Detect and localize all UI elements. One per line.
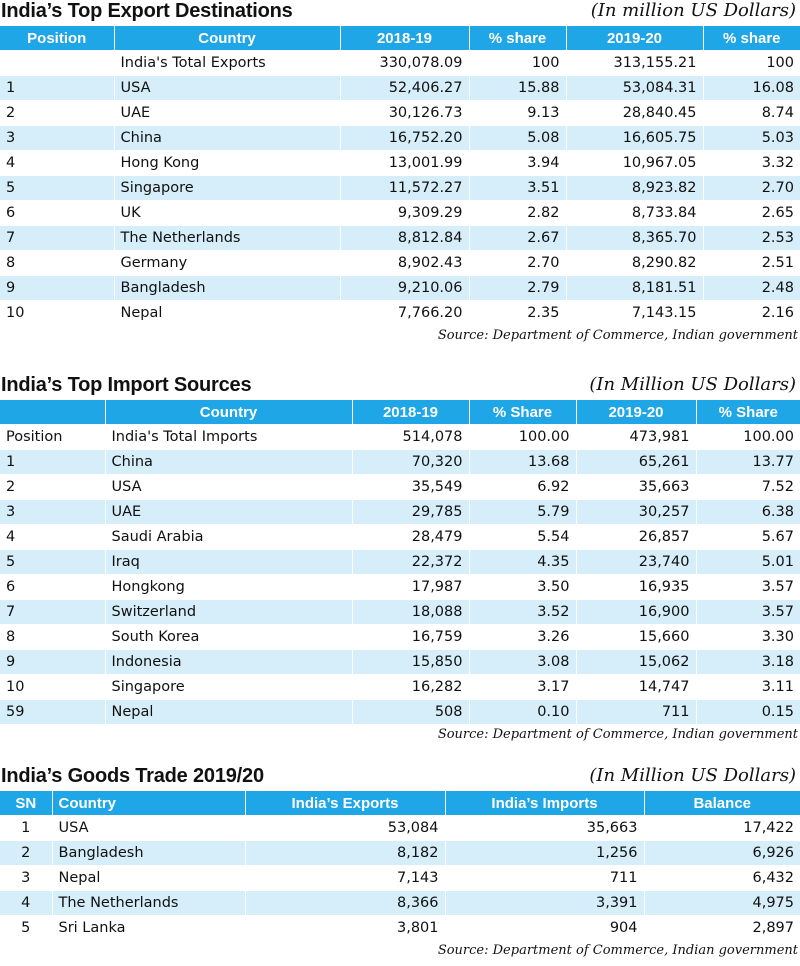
trade-cell-imports: 35,663 — [445, 816, 644, 841]
imports-cell-country: UAE — [105, 500, 352, 525]
exports-header-share-2019: % share — [703, 26, 800, 51]
exports-cell-2018-19: 11,572.27 — [340, 176, 469, 201]
trade-section — [0, 765, 800, 962]
imports-unit: (In Million US Dollars) — [589, 374, 796, 395]
exports-cell-share-2018: 2.70 — [469, 251, 566, 276]
exports-table-row — [0, 151, 800, 176]
imports-header-2019-20: 2019-20 — [576, 400, 696, 425]
imports-header-blank — [0, 400, 105, 425]
imports-cell-2019-20: 26,857 — [576, 525, 696, 550]
exports-cell-2019-20: 313,155.21 — [566, 51, 703, 76]
exports-cell-2018-19: 9,309.29 — [340, 201, 469, 226]
trade-cell-sn: 2 — [0, 841, 52, 866]
trade-cell-sn: 3 — [0, 866, 52, 891]
exports-cell-2018-19: 30,126.73 — [340, 101, 469, 126]
imports-cell-position: 6 — [0, 575, 105, 600]
imports-cell-2019-20: 16,935 — [576, 575, 696, 600]
imports-table-row — [0, 425, 800, 450]
imports-cell-share-2019: 100.00 — [696, 425, 800, 450]
trade-cell-country: USA — [52, 816, 245, 841]
imports-table-row — [0, 650, 800, 675]
trade-table — [0, 791, 800, 940]
exports-cell-2019-20: 8,733.84 — [566, 201, 703, 226]
imports-cell-2018-19: 16,759 — [352, 625, 469, 650]
imports-cell-position: 59 — [0, 700, 105, 725]
exports-cell-country: The Netherlands — [114, 226, 340, 251]
imports-cell-2018-19: 35,549 — [352, 475, 469, 500]
trade-cell-imports: 904 — [445, 916, 644, 941]
imports-cell-country: Singapore — [105, 675, 352, 700]
imports-cell-share-2019: 3.57 — [696, 575, 800, 600]
trade-cell-country: The Netherlands — [52, 891, 245, 916]
exports-cell-2019-20: 7,143.15 — [566, 301, 703, 326]
imports-cell-2019-20: 15,660 — [576, 625, 696, 650]
imports-cell-country: Iraq — [105, 550, 352, 575]
imports-cell-position: 2 — [0, 475, 105, 500]
imports-table-row — [0, 575, 800, 600]
exports-header-2019-20: 2019-20 — [566, 26, 703, 51]
imports-cell-2019-20: 35,663 — [576, 475, 696, 500]
imports-table-row — [0, 475, 800, 500]
imports-cell-2019-20: 473,981 — [576, 425, 696, 450]
exports-cell-share-2019: 2.51 — [703, 251, 800, 276]
exports-cell-country: Bangladesh — [114, 276, 340, 301]
exports-cell-position: 10 — [0, 301, 114, 326]
trade-source: Source: Department of Commerce, Indian government — [437, 943, 798, 958]
imports-cell-2018-19: 17,987 — [352, 575, 469, 600]
exports-cell-share-2019: 2.48 — [703, 276, 800, 301]
trade-title: India’s Goods Trade 2019/20 — [1, 765, 264, 787]
imports-cell-share-2018: 0.10 — [469, 700, 576, 725]
exports-cell-country: Singapore — [114, 176, 340, 201]
imports-cell-position: 5 — [0, 550, 105, 575]
imports-cell-share-2019: 5.01 — [696, 550, 800, 575]
trade-cell-balance: 17,422 — [644, 816, 800, 841]
exports-cell-share-2018: 3.94 — [469, 151, 566, 176]
exports-cell-2019-20: 8,923.82 — [566, 176, 703, 201]
exports-cell-share-2019: 100 — [703, 51, 800, 76]
exports-cell-position: 1 — [0, 76, 114, 101]
exports-cell-share-2019: 8.74 — [703, 101, 800, 126]
exports-cell-share-2019: 2.70 — [703, 176, 800, 201]
imports-cell-share-2019: 3.11 — [696, 675, 800, 700]
imports-cell-share-2018: 3.52 — [469, 600, 576, 625]
imports-cell-share-2019: 5.67 — [696, 525, 800, 550]
exports-cell-country: UK — [114, 201, 340, 226]
trade-cell-imports: 3,391 — [445, 891, 644, 916]
trade-cell-exports: 8,366 — [245, 891, 445, 916]
imports-cell-share-2018: 3.08 — [469, 650, 576, 675]
imports-header-country: Country — [105, 400, 352, 425]
imports-cell-2019-20: 16,900 — [576, 600, 696, 625]
trade-header-row — [0, 791, 800, 816]
imports-header-share-2019: % Share — [696, 400, 800, 425]
exports-cell-share-2019: 2.16 — [703, 301, 800, 326]
imports-cell-position: 9 — [0, 650, 105, 675]
exports-cell-2018-19: 8,902.43 — [340, 251, 469, 276]
trade-cell-exports: 53,084 — [245, 816, 445, 841]
imports-header-row — [0, 400, 800, 425]
exports-cell-share-2019: 5.03 — [703, 126, 800, 151]
trade-table-row — [0, 816, 800, 841]
imports-table-row — [0, 525, 800, 550]
exports-cell-2019-20: 10,967.05 — [566, 151, 703, 176]
exports-cell-2019-20: 8,181.51 — [566, 276, 703, 301]
exports-cell-2019-20: 8,365.70 — [566, 226, 703, 251]
exports-cell-country: India's Total Exports — [114, 51, 340, 76]
exports-unit: (In million US Dollars) — [590, 0, 796, 21]
trade-cell-balance: 4,975 — [644, 891, 800, 916]
imports-header-share-2018: % Share — [469, 400, 576, 425]
exports-cell-country: China — [114, 126, 340, 151]
imports-cell-country: Hongkong — [105, 575, 352, 600]
imports-cell-country: Nepal — [105, 700, 352, 725]
exports-cell-share-2019: 3.32 — [703, 151, 800, 176]
exports-cell-position: 2 — [0, 101, 114, 126]
exports-cell-country: Nepal — [114, 301, 340, 326]
trade-header-imports: India’s Imports — [445, 791, 644, 816]
exports-cell-position: 9 — [0, 276, 114, 301]
exports-table-row — [0, 126, 800, 151]
imports-cell-2018-19: 15,850 — [352, 650, 469, 675]
trade-header-sn: SN — [0, 791, 52, 816]
imports-table-row — [0, 700, 800, 725]
exports-cell-2018-19: 8,812.84 — [340, 226, 469, 251]
trade-table-row — [0, 841, 800, 866]
exports-cell-position: 8 — [0, 251, 114, 276]
imports-cell-country: Switzerland — [105, 600, 352, 625]
imports-cell-share-2018: 3.17 — [469, 675, 576, 700]
exports-table-row — [0, 51, 800, 76]
trade-cell-sn: 1 — [0, 816, 52, 841]
imports-table-row — [0, 625, 800, 650]
imports-cell-2019-20: 15,062 — [576, 650, 696, 675]
trade-cell-exports: 3,801 — [245, 916, 445, 941]
imports-table-row — [0, 675, 800, 700]
trade-cell-country: Sri Lanka — [52, 916, 245, 941]
imports-cell-share-2019: 3.30 — [696, 625, 800, 650]
imports-cell-share-2018: 100.00 — [469, 425, 576, 450]
exports-cell-share-2018: 2.35 — [469, 301, 566, 326]
imports-cell-share-2019: 6.38 — [696, 500, 800, 525]
exports-cell-2018-19: 16,752.20 — [340, 126, 469, 151]
imports-cell-country: South Korea — [105, 625, 352, 650]
imports-cell-2018-19: 18,088 — [352, 600, 469, 625]
trade-cell-balance: 6,926 — [644, 841, 800, 866]
trade-table-row — [0, 916, 800, 941]
exports-table — [0, 26, 800, 325]
imports-cell-2019-20: 23,740 — [576, 550, 696, 575]
exports-cell-position: 7 — [0, 226, 114, 251]
trade-table-body — [0, 816, 800, 941]
imports-table — [0, 400, 800, 724]
exports-cell-share-2018: 2.67 — [469, 226, 566, 251]
exports-cell-share-2018: 2.79 — [469, 276, 566, 301]
exports-cell-position: 4 — [0, 151, 114, 176]
imports-cell-share-2019: 3.57 — [696, 600, 800, 625]
exports-cell-position — [0, 51, 114, 76]
trade-unit: (In Million US Dollars) — [589, 765, 796, 786]
exports-section — [0, 0, 800, 347]
trade-cell-balance: 2,897 — [644, 916, 800, 941]
imports-cell-position: 3 — [0, 500, 105, 525]
imports-section — [0, 374, 800, 746]
exports-header-position: Position — [0, 26, 114, 51]
exports-table-row — [0, 226, 800, 251]
trade-cell-exports: 8,182 — [245, 841, 445, 866]
exports-cell-share-2018: 9.13 — [469, 101, 566, 126]
imports-cell-2018-19: 70,320 — [352, 450, 469, 475]
exports-table-row — [0, 101, 800, 126]
exports-cell-share-2018: 100 — [469, 51, 566, 76]
imports-cell-position: Position — [0, 425, 105, 450]
exports-cell-share-2018: 3.51 — [469, 176, 566, 201]
exports-table-row — [0, 301, 800, 326]
imports-table-row — [0, 550, 800, 575]
exports-table-body — [0, 51, 800, 326]
exports-cell-2018-19: 330,078.09 — [340, 51, 469, 76]
imports-cell-share-2018: 4.35 — [469, 550, 576, 575]
imports-cell-share-2019: 3.18 — [696, 650, 800, 675]
imports-cell-2018-19: 29,785 — [352, 500, 469, 525]
trade-cell-country: Bangladesh — [52, 841, 245, 866]
imports-cell-share-2018: 6.92 — [469, 475, 576, 500]
exports-table-row — [0, 176, 800, 201]
imports-cell-2018-19: 22,372 — [352, 550, 469, 575]
exports-cell-country: UAE — [114, 101, 340, 126]
trade-table-row — [0, 891, 800, 916]
imports-cell-2018-19: 508 — [352, 700, 469, 725]
exports-table-row — [0, 276, 800, 301]
imports-cell-2018-19: 514,078 — [352, 425, 469, 450]
exports-table-row — [0, 76, 800, 101]
exports-cell-2018-19: 52,406.27 — [340, 76, 469, 101]
imports-cell-2019-20: 14,747 — [576, 675, 696, 700]
imports-cell-country: Indonesia — [105, 650, 352, 675]
trade-header-exports: India’s Exports — [245, 791, 445, 816]
exports-cell-country: Germany — [114, 251, 340, 276]
exports-cell-share-2019: 2.65 — [703, 201, 800, 226]
exports-cell-2019-20: 53,084.31 — [566, 76, 703, 101]
exports-cell-2018-19: 13,001.99 — [340, 151, 469, 176]
exports-table-row — [0, 201, 800, 226]
imports-cell-position: 10 — [0, 675, 105, 700]
imports-cell-2019-20: 711 — [576, 700, 696, 725]
trade-cell-exports: 7,143 — [245, 866, 445, 891]
imports-cell-2019-20: 65,261 — [576, 450, 696, 475]
exports-title: India’s Top Export Destinations — [1, 0, 293, 22]
imports-table-row — [0, 450, 800, 475]
exports-table-row — [0, 251, 800, 276]
exports-cell-2019-20: 28,840.45 — [566, 101, 703, 126]
exports-header-country: Country — [114, 26, 340, 51]
exports-header-share-2018: % share — [469, 26, 566, 51]
exports-cell-country: Hong Kong — [114, 151, 340, 176]
exports-cell-share-2019: 2.53 — [703, 226, 800, 251]
exports-cell-2019-20: 16,605.75 — [566, 126, 703, 151]
exports-cell-share-2018: 2.82 — [469, 201, 566, 226]
trade-cell-sn: 4 — [0, 891, 52, 916]
trade-cell-country: Nepal — [52, 866, 245, 891]
trade-cell-balance: 6,432 — [644, 866, 800, 891]
imports-table-body — [0, 425, 800, 725]
imports-cell-country: Saudi Arabia — [105, 525, 352, 550]
trade-cell-imports: 711 — [445, 866, 644, 891]
imports-table-row — [0, 500, 800, 525]
exports-source: Source: Department of Commerce, Indian government — [437, 328, 798, 343]
exports-header-2018-19: 2018-19 — [340, 26, 469, 51]
trade-table-row — [0, 866, 800, 891]
exports-cell-2019-20: 8,290.82 — [566, 251, 703, 276]
imports-cell-country: India's Total Imports — [105, 425, 352, 450]
imports-cell-2018-19: 16,282 — [352, 675, 469, 700]
imports-cell-share-2018: 3.50 — [469, 575, 576, 600]
imports-cell-position: 1 — [0, 450, 105, 475]
imports-cell-2018-19: 28,479 — [352, 525, 469, 550]
imports-cell-position: 8 — [0, 625, 105, 650]
imports-cell-share-2019: 7.52 — [696, 475, 800, 500]
imports-cell-2019-20: 30,257 — [576, 500, 696, 525]
imports-cell-country: China — [105, 450, 352, 475]
exports-cell-share-2018: 5.08 — [469, 126, 566, 151]
imports-table-row — [0, 600, 800, 625]
imports-header-2018-19: 2018-19 — [352, 400, 469, 425]
exports-cell-country: USA — [114, 76, 340, 101]
exports-cell-position: 6 — [0, 201, 114, 226]
exports-cell-share-2019: 16.08 — [703, 76, 800, 101]
exports-cell-position: 3 — [0, 126, 114, 151]
exports-cell-position: 5 — [0, 176, 114, 201]
trade-header-balance: Balance — [644, 791, 800, 816]
trade-cell-imports: 1,256 — [445, 841, 644, 866]
imports-cell-share-2019: 0.15 — [696, 700, 800, 725]
exports-cell-2018-19: 7,766.20 — [340, 301, 469, 326]
imports-cell-share-2018: 5.54 — [469, 525, 576, 550]
trade-header-country: Country — [52, 791, 245, 816]
imports-title: India’s Top Import Sources — [1, 374, 252, 396]
imports-cell-share-2018: 13.68 — [469, 450, 576, 475]
imports-cell-country: USA — [105, 475, 352, 500]
imports-source: Source: Department of Commerce, Indian government — [437, 727, 798, 742]
exports-cell-2018-19: 9,210.06 — [340, 276, 469, 301]
imports-cell-share-2019: 13.77 — [696, 450, 800, 475]
imports-cell-position: 4 — [0, 525, 105, 550]
trade-cell-sn: 5 — [0, 916, 52, 941]
imports-cell-share-2018: 3.26 — [469, 625, 576, 650]
imports-cell-position: 7 — [0, 600, 105, 625]
imports-cell-share-2018: 5.79 — [469, 500, 576, 525]
exports-cell-share-2018: 15.88 — [469, 76, 566, 101]
exports-header-row — [0, 26, 800, 51]
